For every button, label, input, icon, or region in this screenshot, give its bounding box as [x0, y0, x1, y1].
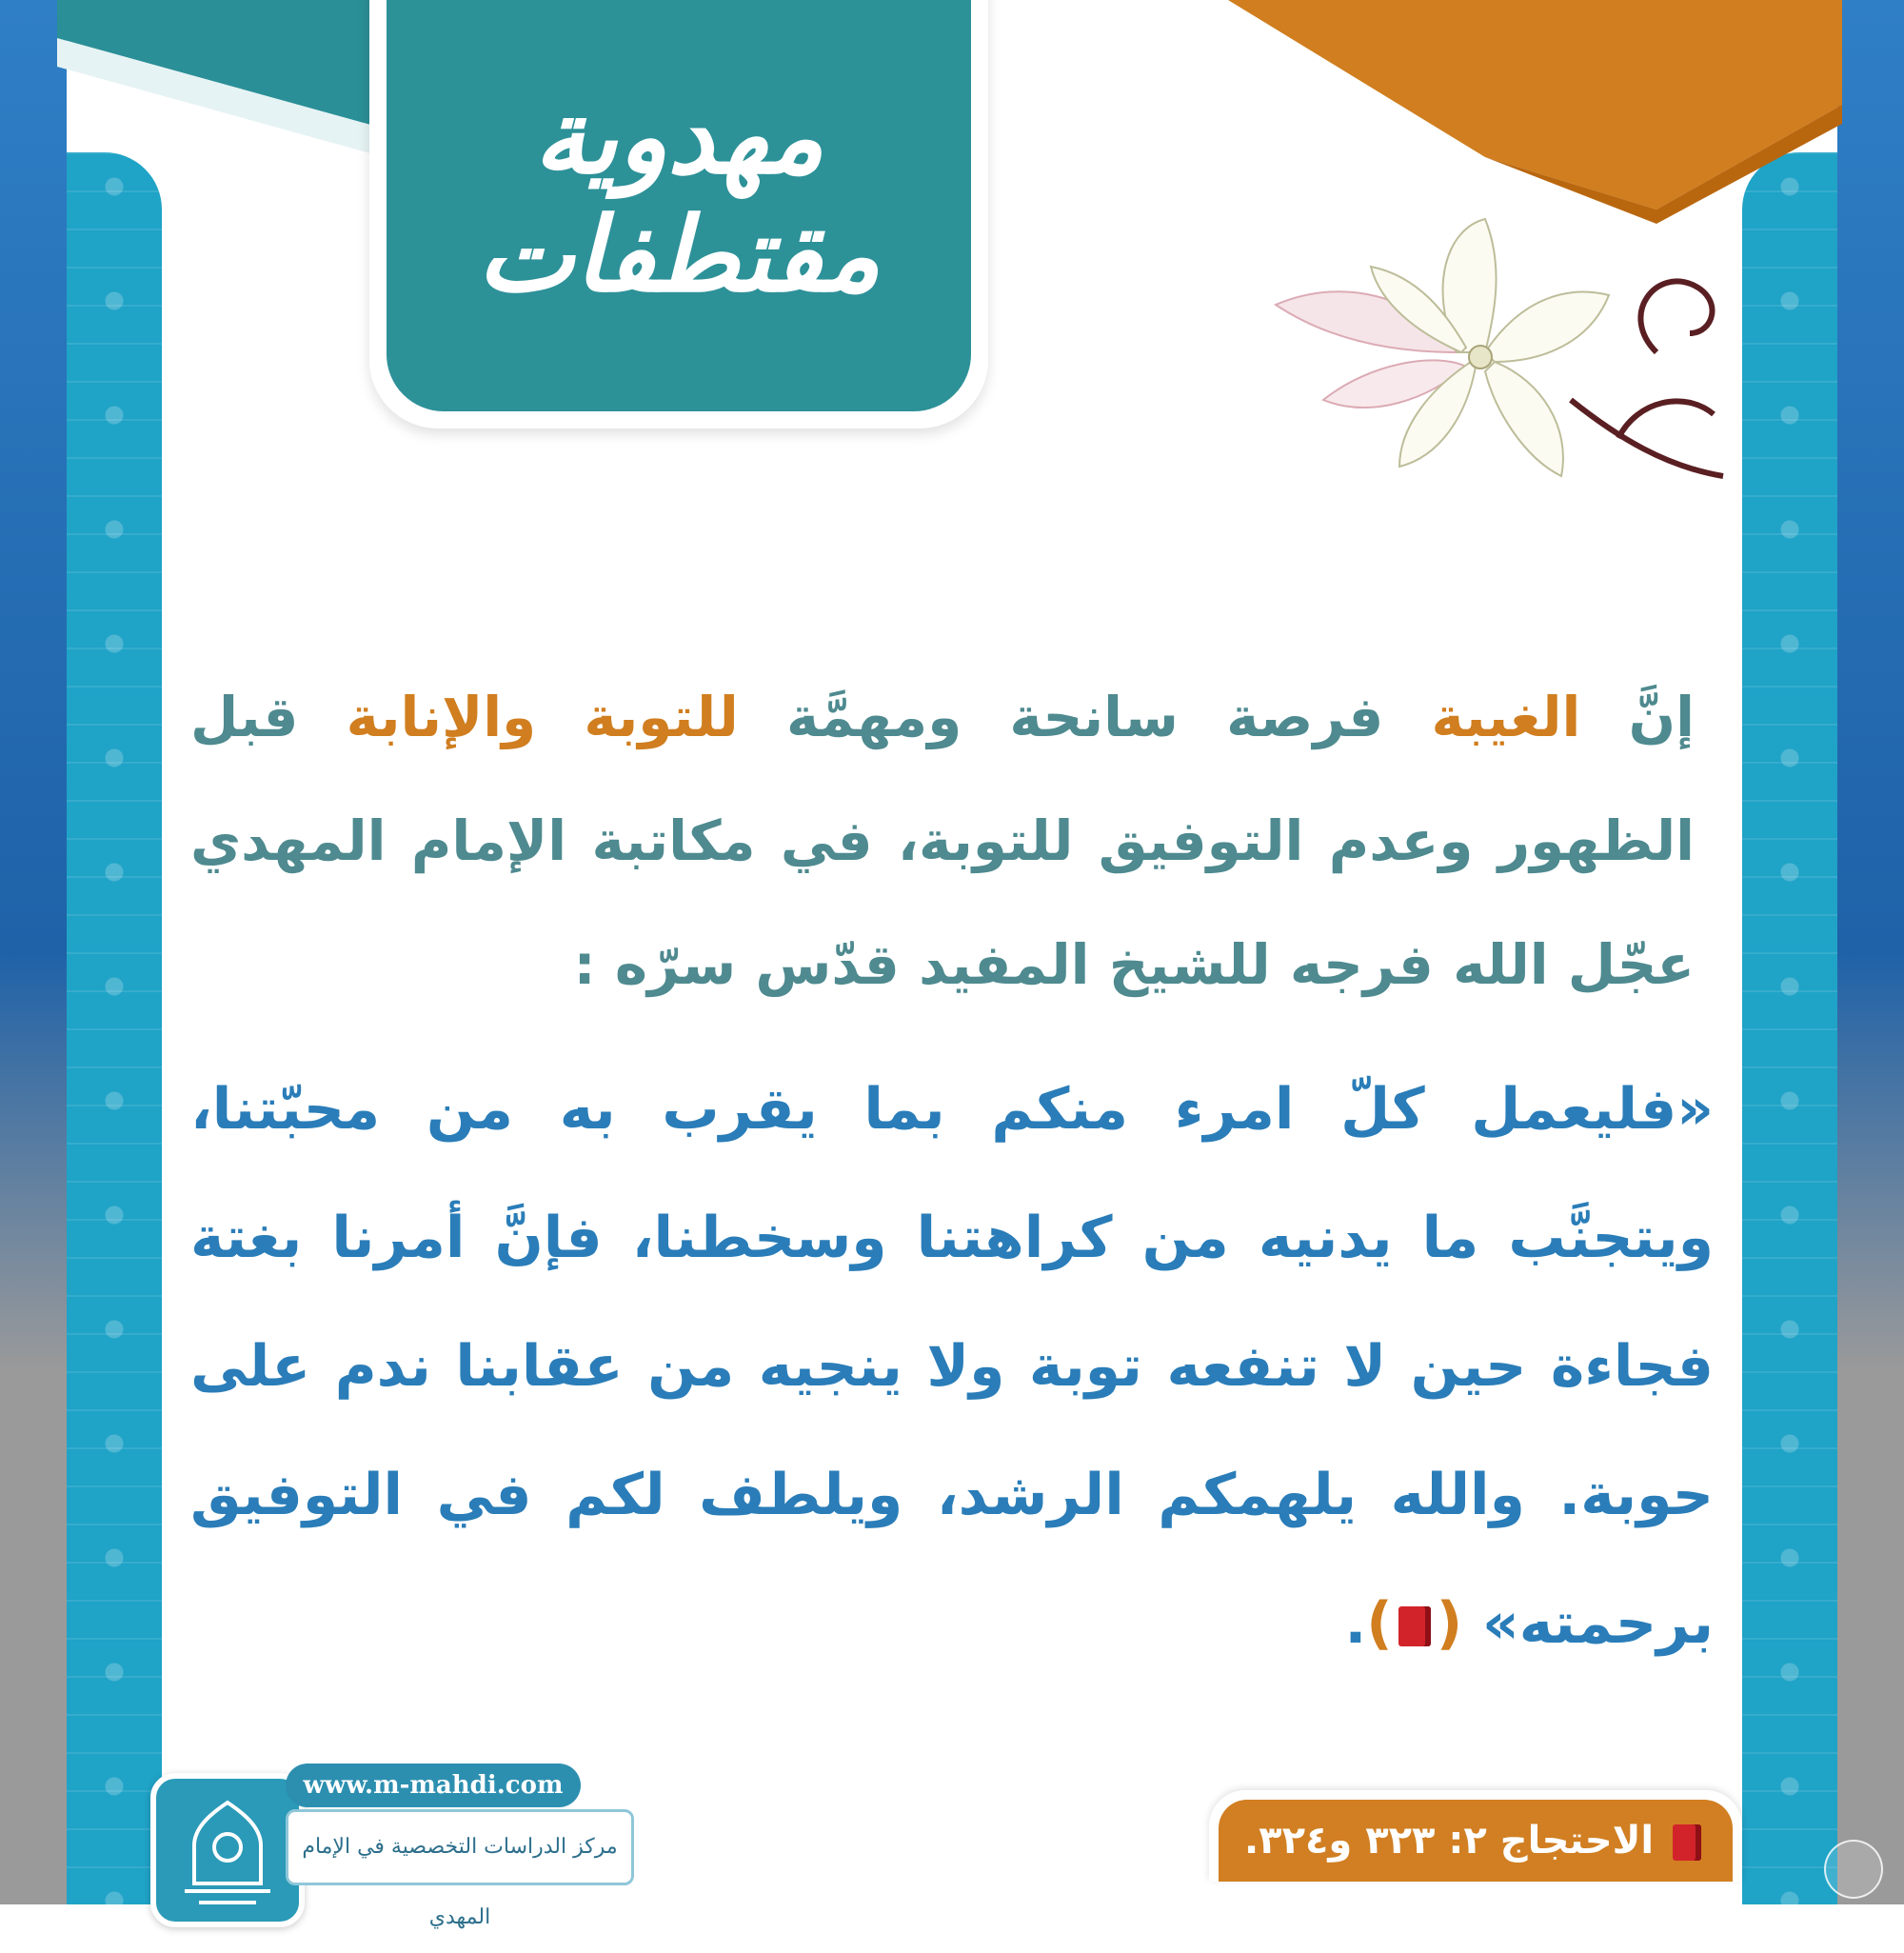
title-badge-inner — [387, 0, 971, 411]
logo-mark — [156, 1779, 299, 1922]
quote-paragraph — [190, 1046, 1714, 1688]
citation-inner — [1219, 1800, 1733, 1882]
mosque-logo-icon — [150, 1773, 305, 1927]
orange-band — [1228, 0, 1842, 209]
book-icon — [1398, 1606, 1431, 1646]
website-link[interactable]: www.m-mahdi.com — [286, 1764, 581, 1807]
title-line-2: مقتطفات — [477, 195, 881, 315]
title-badge — [369, 0, 988, 428]
citation-box — [1209, 1790, 1742, 1882]
paren-close: ) — [1366, 1590, 1393, 1657]
seal-icon — [1824, 1840, 1883, 1899]
intro-paragraph — [190, 655, 1714, 1026]
lily-flower-icon — [1257, 209, 1752, 495]
title-line-1: مهدوية — [533, 76, 824, 197]
paren-open: ( — [1436, 1590, 1463, 1657]
end-dot: . — [1344, 1590, 1367, 1657]
citation-text: الاحتجاج ٢: ٣٢٣ و٣٢٤. — [1243, 1819, 1655, 1863]
highlight-tawba: للتوبة والإنابة — [346, 685, 739, 749]
body-text — [190, 655, 1714, 1688]
intro-mid: فرصة سانحة ومهمَّة — [738, 685, 1432, 749]
citation-book-icon — [1673, 1824, 1701, 1861]
intro-pre: إنَّ — [1580, 685, 1695, 749]
org-name: مركز الدراسات التخصصية في الإمام المهدي — [286, 1809, 634, 1885]
intro-post: قبل الظهور وعدم التوفيق للتوبة، في مكاتبة الإمام المهدي عجّل الله فرجه للشيخ المفيد قدّس سرّه : — [190, 685, 1695, 997]
quote-text: «فليعمل كلّ امرء منكم بما يقرب به من محبّتنا، ويتجنَّب ما يدنيه من كراهتنا وسخطنا، فإنَّ أمرنا بغتة فجاءة حين لا تنفعه توبة ولا ينجيه من عقابنا ندم على حوبة. والله يلهمكم الرشد، ويلطف لكم في التوفيق برحمته» — [190, 1076, 1714, 1657]
highlight-ghaiba: الغيبة — [1431, 685, 1581, 749]
